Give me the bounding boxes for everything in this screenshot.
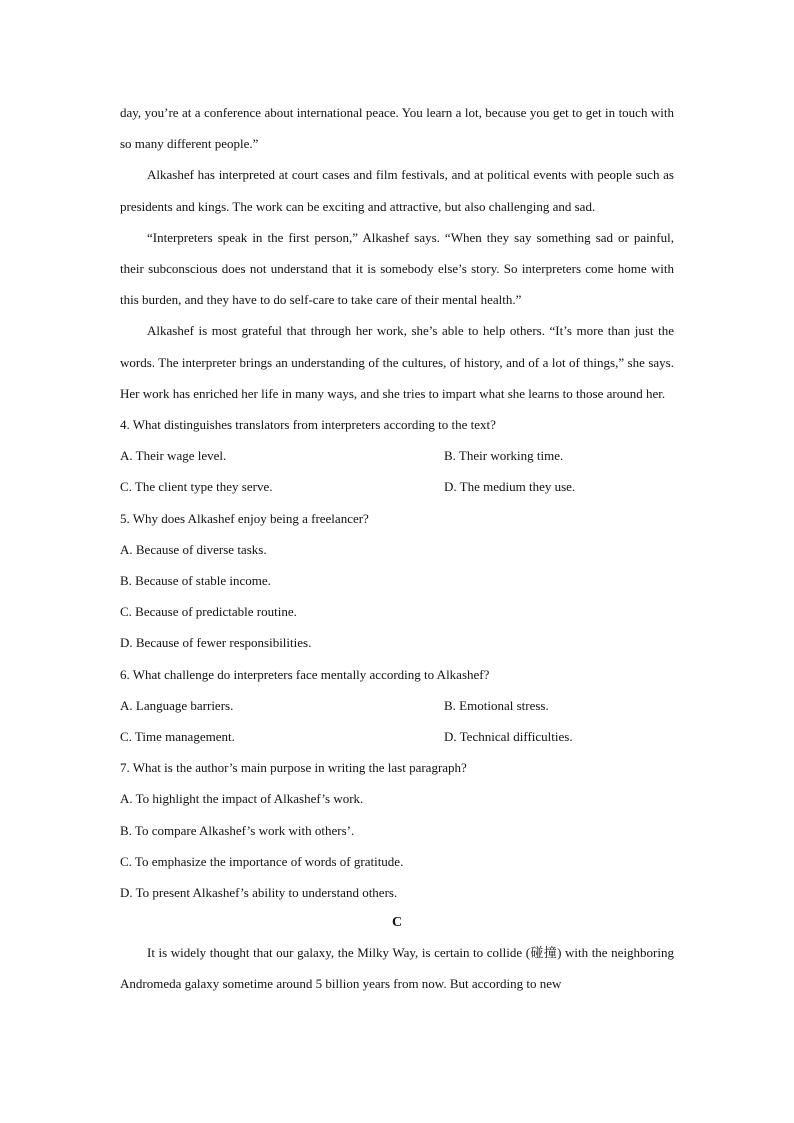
option-d: D. Technical difficulties. bbox=[444, 729, 573, 745]
question-5 bbox=[120, 503, 674, 659]
option-c: C. Because of predictable routine. bbox=[120, 604, 297, 620]
question-stem: 5. Why does Alkashef enjoy being a freelancer? bbox=[120, 510, 369, 526]
passage-paragraph: Alkashef has interpreted at court cases and film festivals, and at political events with people such as presidents and kings. The work can be exciting and attractive, but also challenging and sad. bbox=[120, 167, 674, 214]
document-page bbox=[120, 97, 674, 1000]
option-a: A. Because of diverse tasks. bbox=[120, 541, 267, 557]
passage-paragraph: day, you’re at a conference about international peace. You learn a lot, because you get to get in touch with so many different people.” bbox=[120, 105, 674, 152]
option-a: A. To highlight the impact of Alkashef’s work. bbox=[120, 791, 364, 807]
question-stem: 4. What distinguishes translators from interpreters according to the text? bbox=[120, 417, 496, 433]
question-6 bbox=[120, 659, 674, 753]
option-d: D. Because of fewer responsibilities. bbox=[120, 635, 312, 651]
option-b: B. To compare Alkashef’s work with others’. bbox=[120, 822, 355, 838]
question-4 bbox=[120, 409, 674, 503]
passage-paragraph: “Interpreters speak in the first person,” Alkashef says. “When they say something sad or painful, their subconscious does not understand that it is somebody else’s story. So interpreters come home with this burden, and they have to do self-care to take care of their mental health.” bbox=[120, 229, 674, 308]
option-b: B. Their working time. bbox=[444, 448, 564, 464]
option-b: B. Because of stable income. bbox=[120, 573, 271, 589]
option-c: C. The client type they serve. bbox=[120, 479, 273, 495]
option-d: D. The medium they use. bbox=[444, 479, 576, 495]
question-7 bbox=[120, 752, 674, 908]
question-stem: 7. What is the author’s main purpose in writing the last paragraph? bbox=[120, 760, 467, 776]
option-a: A. Language barriers. bbox=[120, 697, 234, 713]
question-stem: 6. What challenge do interpreters face mentally according to Alkashef? bbox=[120, 666, 490, 682]
option-c: C. Time management. bbox=[120, 729, 235, 745]
option-d: D. To present Alkashef’s ability to understand others. bbox=[120, 885, 398, 901]
passage-paragraph: It is widely thought that our galaxy, the Milky Way, is certain to collide (碰撞) with the neighboring Andromeda galaxy sometime around 5 billion years from now. But according to new bbox=[120, 945, 674, 992]
section-heading: C bbox=[391, 915, 403, 931]
passage-paragraph: Alkashef is most grateful that through her work, she’s able to help others. “It’s more than just the words. The interpreter brings an understanding of the cultures, of history, and of a lot of things,” she says. Her work has enriched her life in many ways, and she tries to impart what she learns to those around her. bbox=[120, 323, 674, 401]
option-c: C. To emphasize the importance of words of gratitude. bbox=[120, 853, 404, 869]
option-b: B. Emotional stress. bbox=[444, 697, 549, 713]
option-a: A. Their wage level. bbox=[120, 448, 227, 464]
